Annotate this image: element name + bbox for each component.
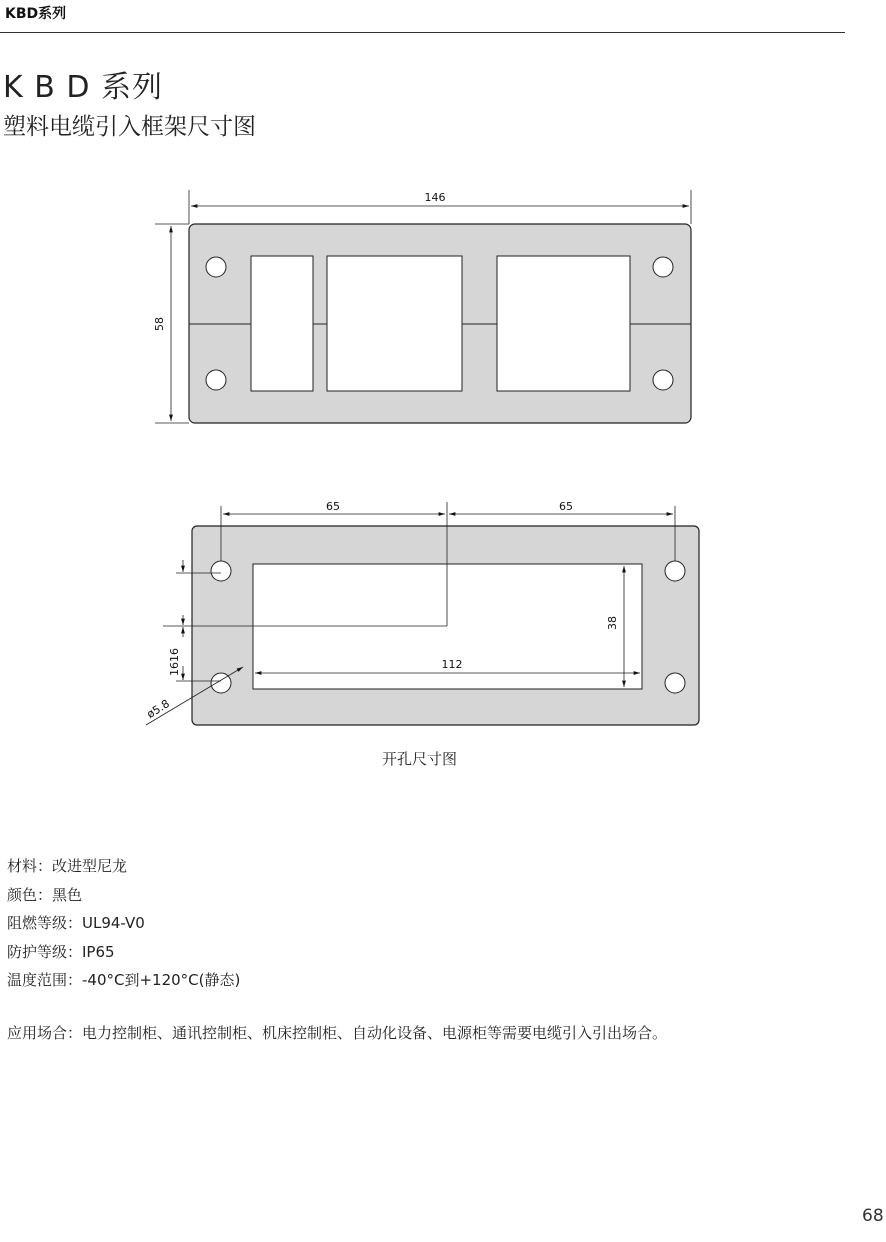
frame-opening-large (497, 256, 630, 391)
frame-opening-large (327, 256, 462, 391)
spec-protection-rating: 防护等级：IP65 (7, 942, 115, 961)
dim-width-label: 146 (424, 191, 446, 204)
mounting-hole (665, 561, 685, 581)
drawing-caption: 开孔尺寸图 (382, 750, 458, 768)
page-subtitle: 塑料电缆引入框架尺寸图 (3, 114, 256, 140)
frame-drawing (153, 190, 691, 423)
page-number: 68 (862, 1206, 884, 1226)
mounting-hole (653, 370, 673, 390)
dim-hole-label: ø5.8 (144, 697, 172, 721)
mounting-hole (665, 673, 685, 693)
header-series-label: KBD系列 (5, 6, 67, 22)
dim-right-label: 65 (559, 500, 573, 513)
dim-height-label: 58 (153, 317, 166, 331)
dim-left-label: 65 (326, 500, 340, 513)
spec-material: 材料：改进型尼龙 (7, 857, 128, 875)
mounting-hole (206, 370, 226, 390)
dim-cutout-height-label: 38 (606, 616, 619, 630)
spec-temperature-range: 温度范围：-40°C到+120°C(静态) (7, 971, 241, 989)
spec-list (7, 852, 240, 995)
cutout-drawing (144, 500, 699, 725)
mounting-hole (653, 257, 673, 277)
spec-color: 颜色：黑色 (7, 885, 83, 904)
frame-opening-small (251, 256, 313, 391)
mounting-hole (211, 561, 231, 581)
mounting-hole (206, 257, 226, 277)
dim-cutout-width-label: 112 (441, 658, 463, 671)
page-title: K B D 系列 (3, 70, 163, 105)
dim-vertical-label: 1616 (168, 648, 181, 676)
application-text: 应用场合：电力控制柜、通讯控制柜、机床控制柜、自动化设备、电源柜等需要电缆引入引出场合。 (7, 1024, 668, 1042)
spec-flame-rating: 阻燃等级：UL94-V0 (7, 914, 145, 932)
